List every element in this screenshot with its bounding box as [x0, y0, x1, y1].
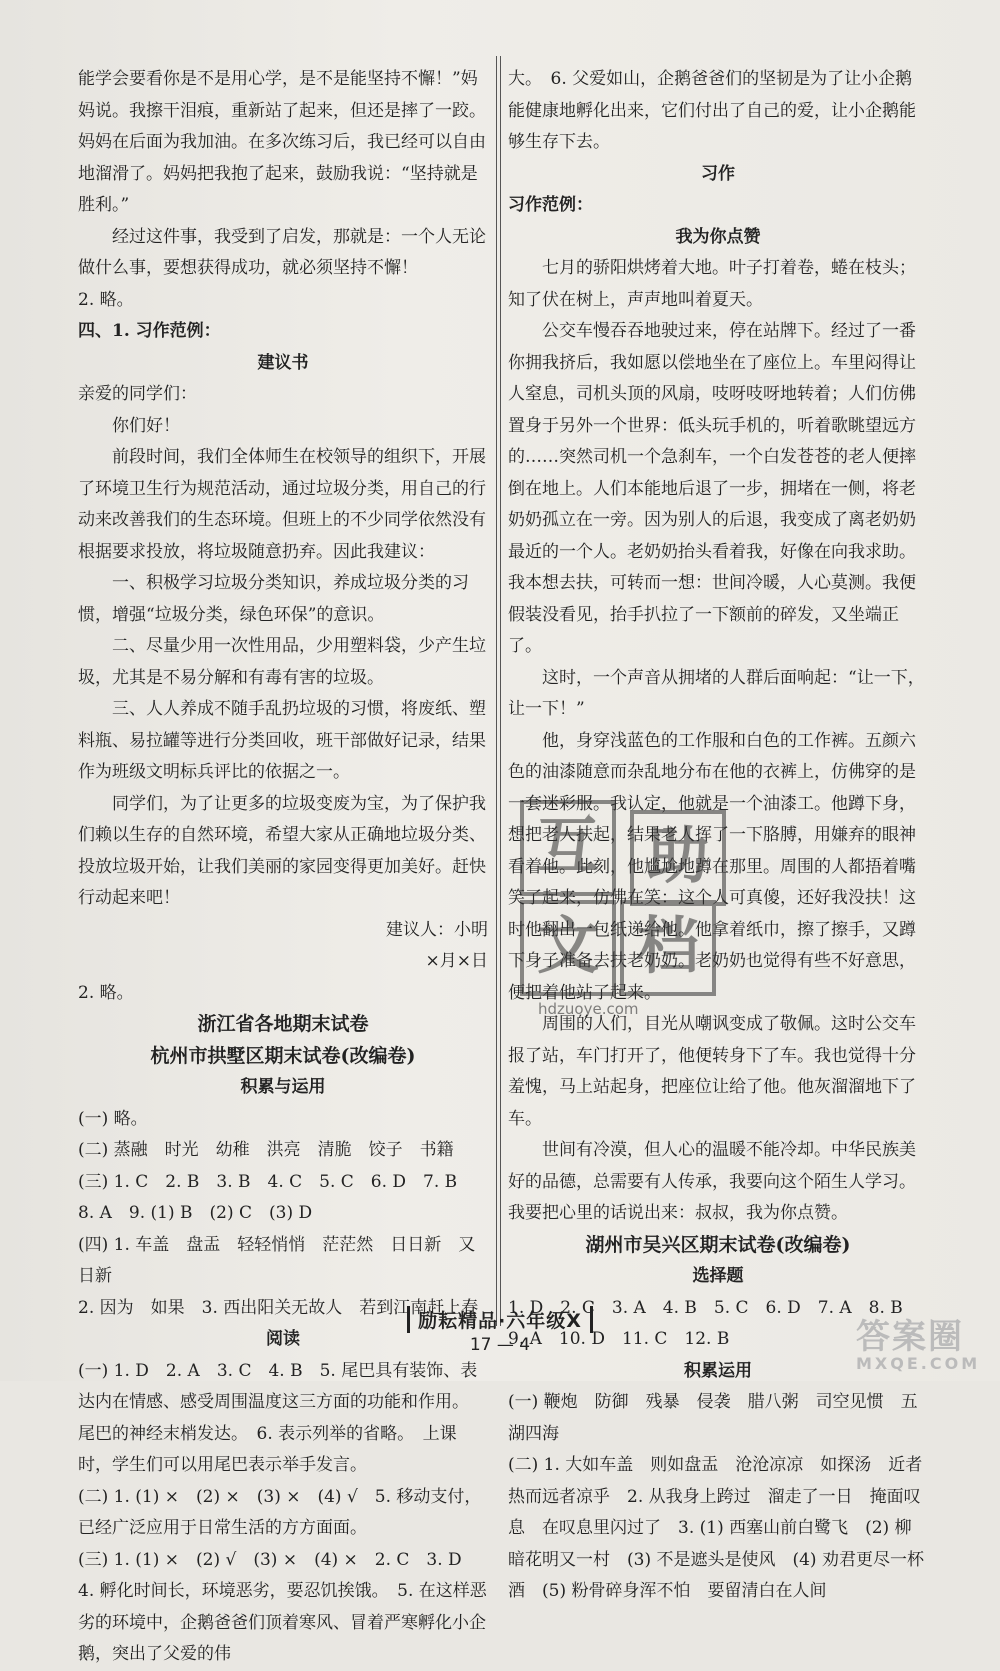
answer-line: 2. 略。: [78, 982, 134, 1003]
answer-line: (三) 1. (1) × (2) √ (3) × (4) × 2. C 3. D 4. 孵化时间长，环境恶劣，要忍饥挨饿。 5. 在这样恶劣的环境中，企鹅爸爸们顶着寒风、冒着严寒孵化小企鹅，突出了父爱的伟: [78, 1549, 487, 1664]
exam-group-title: 浙江省各地期末试卷: [197, 1013, 369, 1035]
essay-paragraph: 周围的人们，目光从嘲讽变成了敬佩。这时公交车报了站，车门打开了，他便转身下了车。我也觉得十分羞愧，马上站起身，把座位让给了他。他灰溜溜地下了车。: [508, 1014, 916, 1129]
story-moral: 经过这件事，我受到了启发，那就是：一个人无论做什么事，要想获得成功，就必须坚持不懈！: [78, 226, 486, 278]
answer-line: (二) 1. (1) × (2) × (3) × (4) √ 5. 移动支付，已经广泛应用于日常生活的方方面面。: [78, 1486, 482, 1538]
exam-title: 杭州市拱墅区期末试卷(改编卷): [150, 1044, 416, 1067]
section-title: 选择题: [692, 1266, 744, 1286]
answer-line: (一) 略。: [78, 1108, 148, 1129]
section-title: 习作: [701, 163, 735, 184]
essay-paragraph: 公交车慢吞吞地驶过来，停在站牌下。经过了一番你拥我挤后，我如愿以偿地坐在了座位上。车里闷得让人窒息，司机头顶的风扇，吱呀吱呀地转着；人们仿佛置身于另外一个世界：低头玩手机的，听着歌眺望远方的……突然司机一个急刹车，一个白发苍苍的老人便摔倒在地上。人们本能地后退了一步，拥堵在一侧，将老奶奶孤立在一旁。因为别人的后退，我变成了离老奶奶最近的一个人。老奶奶抬头看着我，好像在向我求助。我本想去扶，可转而一想：世间冷暖，人心莫测。我便假装没看见，抬手扒拉了一下额前的碎发，又坐端正了。: [508, 321, 916, 656]
answer-line: (一) 1. D 2. A 3. C 4. B 5. 尾巴具有装饰、表达内在情感、感受周围温度这三方面的功能和作用。 尾巴的神经末梢发达。 6. 表示列举的省略。 上课时，学生们可以用尾巴表示举手发言。: [78, 1360, 478, 1475]
letter-title: 建议书: [257, 352, 309, 373]
essay-paragraph: 世间有冷漠，但人心的温暖不能冷却。中华民族美好的品德，总需要有人传承，我要向这个陌生人学习。我要把心里的话说出来：叔叔，我为你点赞。: [508, 1140, 916, 1223]
column-divider: [496, 56, 501, 1326]
page-number: 17 — 4: [469, 1335, 531, 1355]
answer-line: (二) 1. 大如车盖 则如盘盂 沧沧凉凉 如探汤 近者热而远者凉乎 2. 从我身上跨过 溜走了一日 掩面叹息 在叹息里闪过了 3. (1) 西塞山前白鹭飞 (2) 柳暗花明又一村 (3) 不是遮头是使风 (4) 劝君更尽一杯酒 (5) 粉骨碎身浑不怕 要留清白在人间: [508, 1455, 924, 1601]
letter-paragraph: 前段时间，我们全体师生在校领导的组织下，开展了环境卫生行为规范活动，通过垃圾分类，用自己的行动来改善我们的生态环境。但班上的不少同学依然没有根据要求投放，将垃圾随意扔弃。因此我建议：: [78, 447, 486, 562]
answer-line: 2. 略。: [78, 289, 134, 310]
letter-hello: 你们好！: [112, 415, 180, 436]
section-title: 积累与运用: [240, 1077, 326, 1097]
essay-paragraph: 七月的骄阳烘烤着大地。叶子打着卷，蜷在枝头；知了伏在树上，声声地叫着夏天。: [508, 258, 916, 310]
letter-date: ×月×日: [425, 951, 488, 971]
letter-paragraph: 二、尽量少用一次性用品，少用塑料袋，少产生垃圾，尤其是不易分解和有毒有害的垃圾。: [78, 636, 486, 688]
answer-line: (三) 1. C 2. B 3. B 4. C 5. C 6. D 7. B 8. A 9. (1) B (2) C (3) D: [78, 1171, 475, 1223]
letter-greeting: 亲爱的同学们：: [78, 384, 197, 404]
essay-paragraph: 这时，一个声音从拥堵的人群后面响起：“让一下，让一下！”: [508, 667, 925, 719]
logo-text: 答案圈: [856, 1317, 964, 1357]
left-column: [78, 64, 488, 1671]
exam-title: 湖州市吴兴区期末试卷(改编卷): [585, 1233, 851, 1256]
section-heading: 习作范例：: [508, 195, 593, 215]
answer-line: (四) 1. 车盖 盘盂 轻轻悄悄 茫茫然 日日新 又日新: [78, 1234, 476, 1286]
answer-line: (二) 蒸融 时光 幼稚 洪亮 清脆 饺子 书籍: [78, 1140, 454, 1160]
answer-line: 1. D 2. C 3. A 4. B 5. C 6. D 7. A 8. B 9. A 10. D 11. C 12. B: [508, 1297, 920, 1349]
answer-line: (一) 鞭炮 防御 残暴 侵袭 腊八粥 司空见惯 五湖四海: [508, 1392, 918, 1444]
watermark-char: 助: [630, 810, 726, 906]
section-title: 阅读: [266, 1329, 300, 1349]
essay-paragraph: 他，身穿浅蓝色的工作服和白色的工作裤。五颜六色的油漆随意而杂乱地分布在他的衣裤上，仿佛穿的是一套迷彩服。我认定，他就是一个油漆工。他蹲下身，想把老人扶起，结果老人挥了一下胳膊，用嫌弃的眼神看着他。此刻，他尴尬地蹲在那里。周围的人都捂着嘴笑了起来，仿佛在笑：这个人可真傻，还好我没扶！这时他翻出一包纸递给他。他拿着纸巾，擦了擦手，又蹲下身子准备去扶老奶奶。老奶奶也觉得有些不好意思，便把着他站了起来。: [508, 730, 916, 1003]
essay-title: 我为你点赞: [675, 226, 761, 247]
letter-signature: 建议人：小明: [386, 919, 488, 940]
answer-line: 2. 因为 如果 3. 西出阳关无故人 若到江南赶上春: [78, 1297, 479, 1318]
page-footer: [0, 1306, 1000, 1355]
site-logo: [856, 1318, 986, 1374]
watermark-site: hdzuoye.com: [538, 1000, 639, 1018]
right-column: [508, 64, 928, 1608]
letter-paragraph: 同学们，为了让更多的垃圾变废为宝，为了保护我们赖以生存的自然环境，希望大家从正确地垃圾分类、投放垃圾开始，让我们美丽的家园变得更加美好。赶快行动起来吧！: [78, 793, 486, 908]
letter-paragraph: 三、人人养成不随手乱扔垃圾的习惯，将废纸、塑料瓶、易拉罐等进行分类回收，班干部做好记录，结果作为班级文明标兵评比的依据之一。: [78, 699, 486, 782]
section-heading: 四、1. 习作范例：: [78, 321, 221, 341]
watermark-char: 档: [620, 900, 716, 996]
section-title: 积累运用: [684, 1360, 752, 1381]
letter-paragraph: 一、积极学习垃圾分类知识，养成垃圾分类的习惯，增强“垃圾分类，绿色环保”的意识。: [78, 573, 469, 625]
story-end: 能学会要看你是不是用心学，是不是能坚持不懈！”妈妈说。我擦干泪痕，重新站了起来，但还是摔了一跤。妈妈在后面为我加油。在多次练习后，我已经可以自由地溜滑了。妈妈把我抱了起来，鼓励我说：“坚持就是胜利。”: [78, 69, 486, 215]
answer-line: 大。 6. 父爱如山，企鹅爸爸们的坚韧是为了让小企鹅能健康地孵化出来，它们付出了自己的爱，让小企鹅能够生存下去。: [508, 69, 916, 152]
logo-domain: MXQE.COM: [856, 1354, 981, 1373]
watermark-char: 互: [520, 800, 616, 896]
watermark-char: 文: [520, 900, 616, 996]
series-brand: 励耘精品·六年级X: [407, 1306, 593, 1333]
